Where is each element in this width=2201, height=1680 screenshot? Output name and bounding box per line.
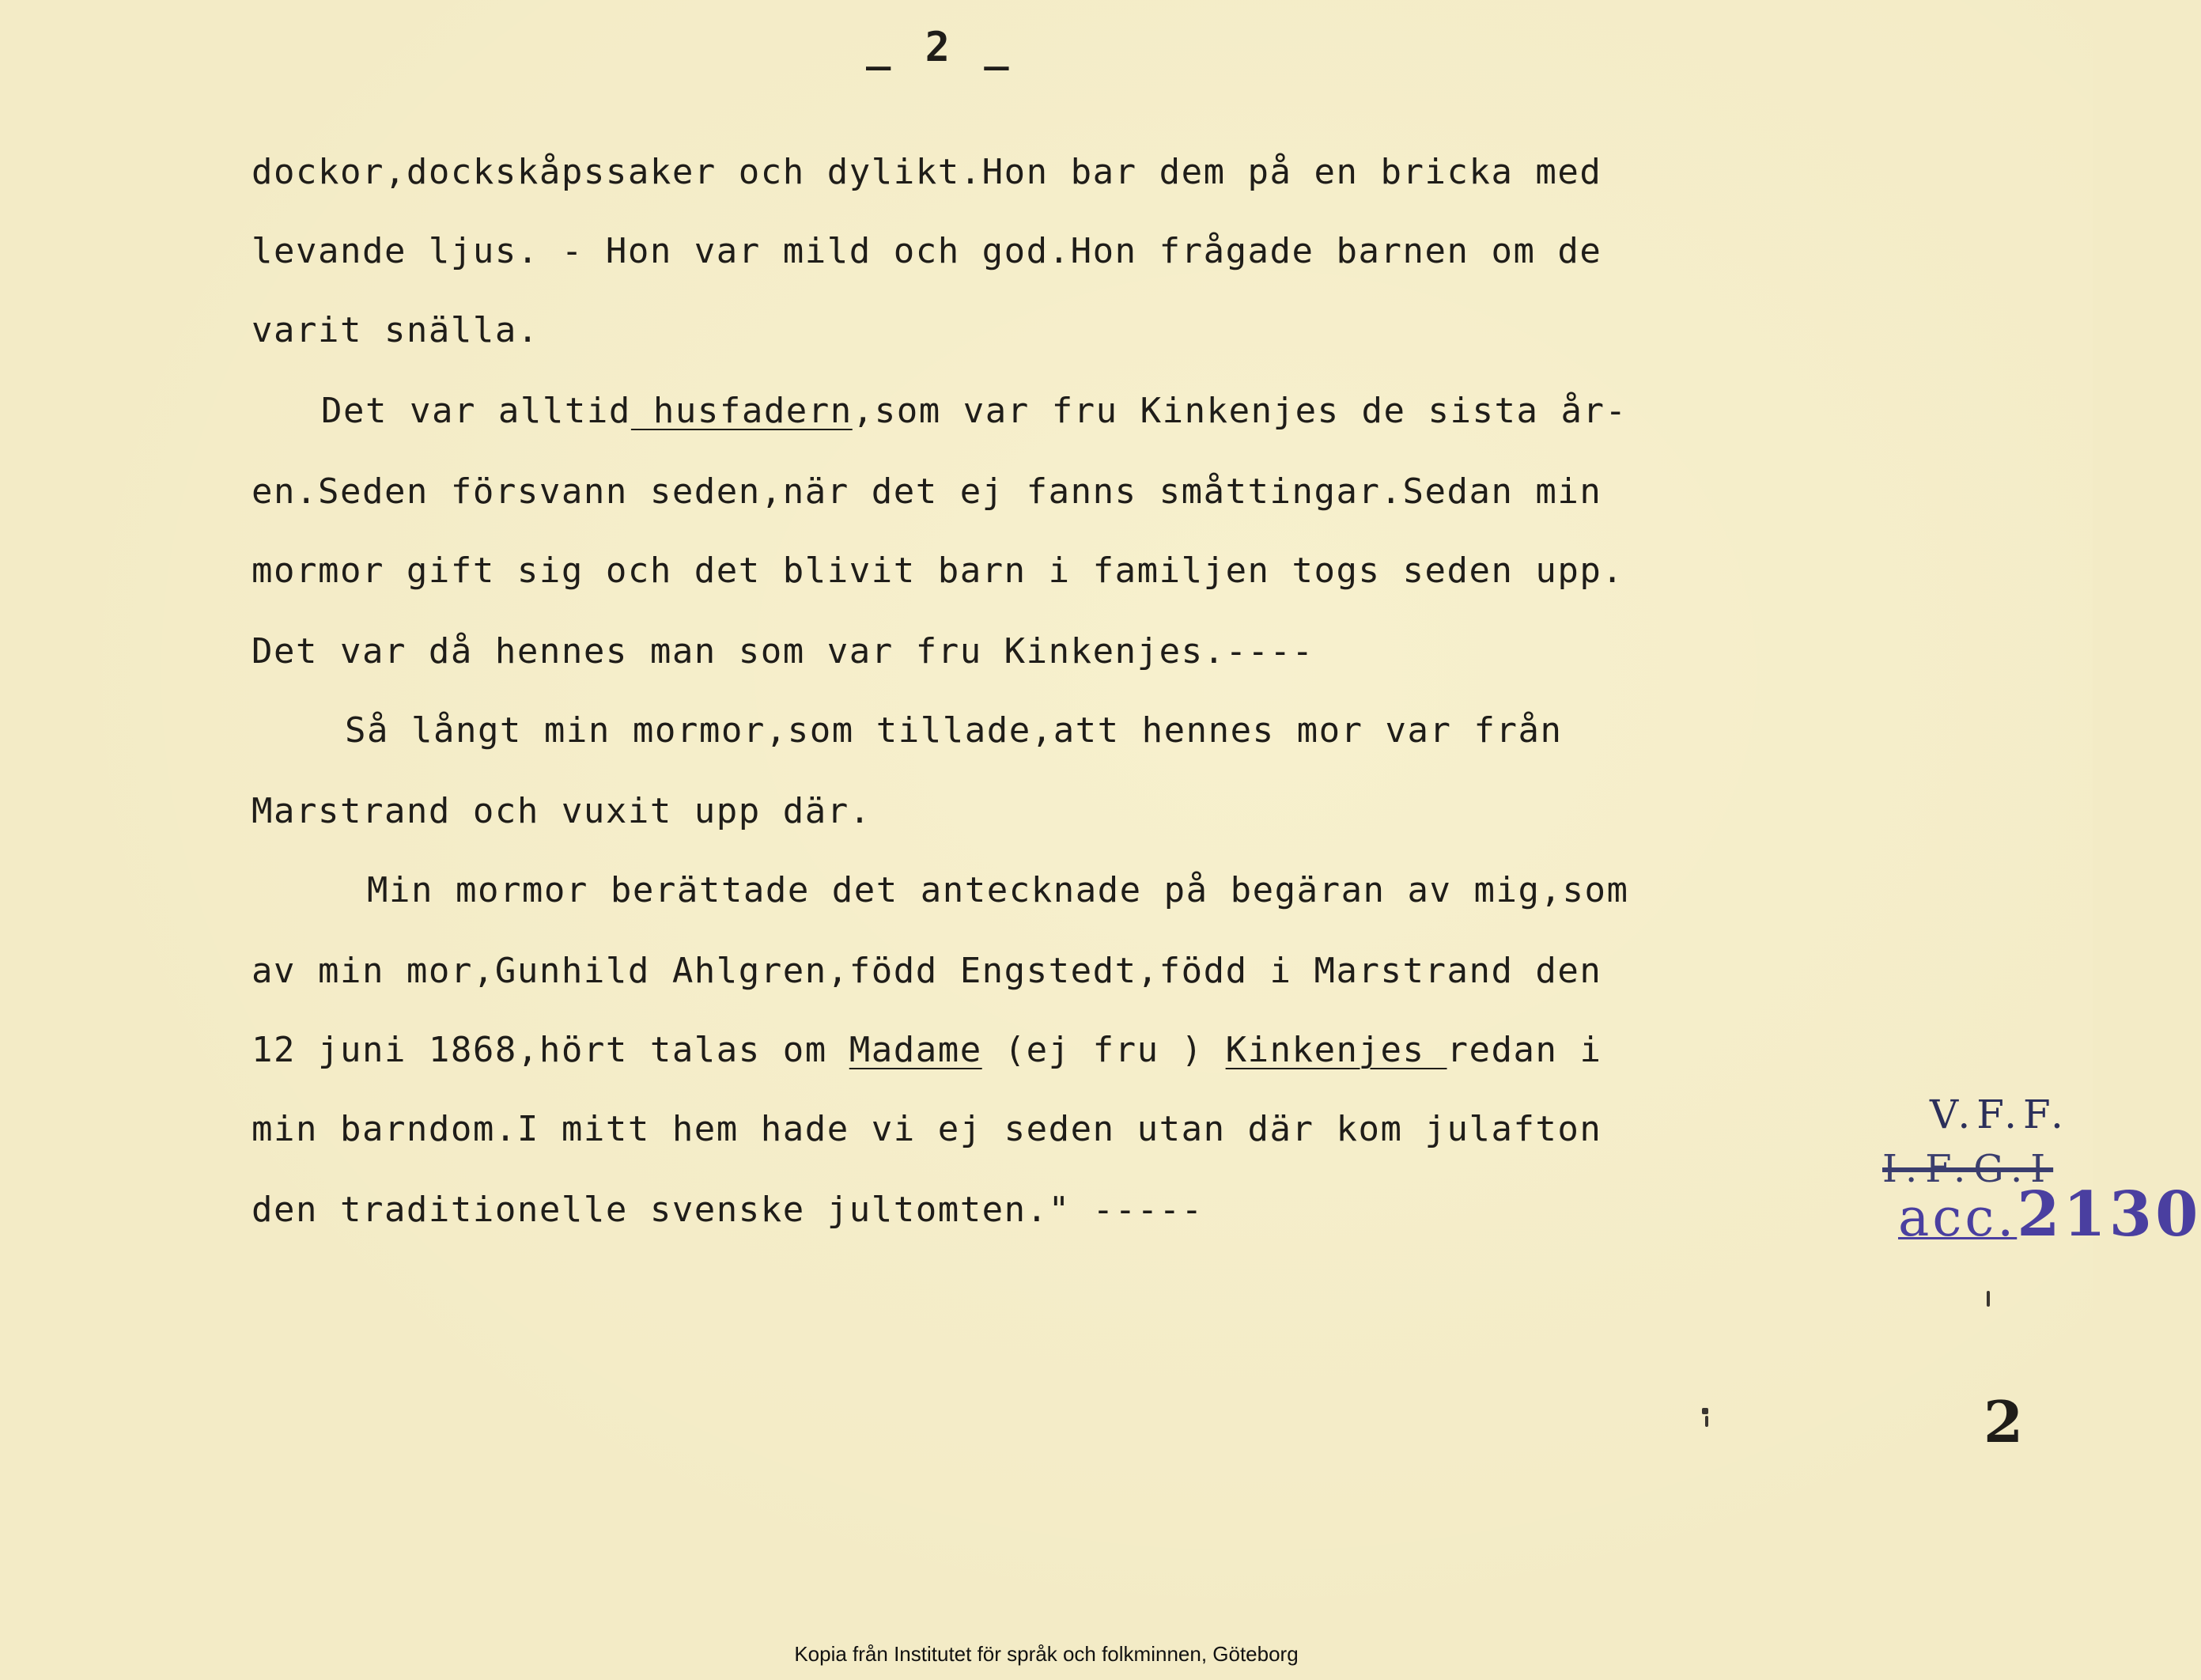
ink-mark — [1702, 1408, 1708, 1414]
archive-stamp — [1866, 1092, 2201, 1297]
ink-mark — [1987, 1291, 1990, 1307]
stamp-struck-label: I.F.G.I — [1882, 1147, 2054, 1191]
text-line: 12 juni 1868,hört talas om Madame (ej fru ) Kinkenjes redan i — [251, 1030, 1602, 1070]
underlined-word: husfadern — [630, 391, 853, 431]
text-line: varit snälla. — [251, 310, 539, 350]
stamp-handwritten-label: V.F.F. — [1930, 1092, 2070, 1137]
text-line: dockor,dockskåpssaker och dylikt.Hon bar dem på en bricka med — [251, 152, 1602, 192]
text-line: Marstrand och vuxit upp där. — [251, 791, 872, 831]
underlined-word: Kinkenjes — [1225, 1030, 1447, 1070]
page-number-bottom: 2 — [1984, 1388, 2024, 1455]
text-line: Det var då hennes man som var fru Kinkenjes.---- — [251, 631, 1314, 672]
text-line: av min mor,Gunhild Ahlgren,född Engstedt,född i Marstrand den — [251, 951, 1602, 991]
text-line: Så långt min mormor,som tillade,att hennes mor var från — [345, 710, 1563, 751]
copy-notice: Kopia från Institutet för språk och folkminnen, Göteborg — [794, 1642, 1299, 1666]
text-line: levande ljus. - Hon var mild och god.Hon frågade barnen om de — [251, 231, 1602, 271]
page-number-top: _ 2 _ — [866, 24, 1014, 71]
ink-mark — [1705, 1416, 1708, 1427]
text-line: den traditionelle svenske jultomten." ----- — [251, 1190, 1204, 1230]
text-line: en.Seden försvann seden,när det ej fanns småttingar.Sedan min — [251, 471, 1602, 512]
text-line: Min mormor berättade det antecknade på begäran av mig,som — [367, 870, 1629, 910]
underlined-word: Madame — [849, 1030, 982, 1070]
stamp-accession-number: acc.2130 — [1898, 1179, 2201, 1251]
text-line: mormor gift sig och det blivit barn i familjen togs seden upp. — [251, 551, 1624, 591]
text-line: Det var alltid husfadern,som var fru Kinkenjes de sista år- — [321, 391, 1628, 431]
text-line: min barndom.I mitt hem hade vi ej seden utan där kom julafton — [251, 1109, 1602, 1149]
